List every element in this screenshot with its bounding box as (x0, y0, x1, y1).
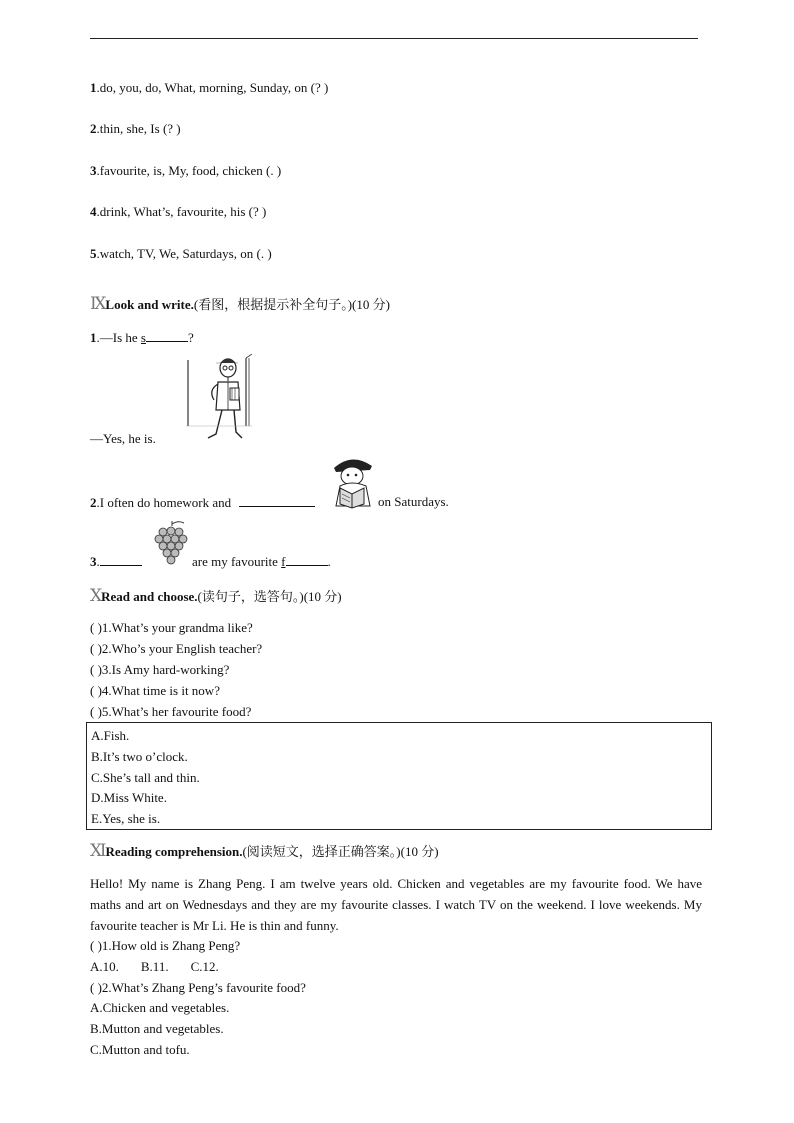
item-number: 5 (90, 246, 97, 261)
item-number: 2 (90, 121, 97, 136)
answer-option: B.11. (140, 959, 169, 974)
look-write-q3-end (192, 553, 331, 570)
choose-question-1: ( )1.What’s your grandma like? (90, 620, 253, 635)
reorder-item-3 (90, 163, 281, 179)
answer-blank[interactable] (286, 553, 328, 566)
question-text: . (96, 554, 100, 569)
reading-question-2: ( )2.What’s Zhang Peng’s favourite food? (90, 980, 306, 995)
choose-question-2: ( )2.Who’s your English teacher? (90, 641, 263, 656)
question-end: . (327, 554, 331, 569)
answer-option: D.Miss White. (91, 790, 167, 805)
header-rule (90, 38, 698, 39)
answer-options-box (86, 722, 712, 830)
reorder-item-1 (90, 80, 328, 96)
item-number: 3 (90, 163, 97, 178)
item-number: 2 (90, 495, 97, 510)
choose-question-5: ( )5.What’s her favourite food? (90, 704, 252, 719)
question-text: are my favourite (192, 554, 282, 569)
section-11-heading (90, 841, 439, 861)
item-text: .thin, she, Is (? ) (96, 121, 181, 136)
section-instruction: (读句子，选答句。)(10 分) (197, 589, 342, 604)
reorder-item-4 (90, 204, 266, 220)
answer-blank[interactable] (100, 553, 142, 566)
item-number: 1 (90, 330, 97, 345)
reading-passage: Hello! My name is Zhang Peng. I am twelve years old. Chicken and vegetables are my favourite food. We have maths and art on Wednesdays and they are my favourite classes. I watch TV on the weekend. I love weekends. My favourite teacher is Mr Li. He is thin and funny. (90, 876, 702, 933)
section-instruction: (看图，根据提示补全句子。)(10 分) (193, 297, 390, 312)
look-write-q1-answer: —Yes, he is. (90, 431, 156, 446)
look-write-q1 (90, 329, 194, 346)
hint-letter: s (140, 330, 146, 345)
answer-option: C.She’s tall and thin. (91, 770, 200, 785)
look-write-q2 (90, 494, 315, 511)
choose-question-4: ( )4.What time is it now? (90, 683, 220, 698)
section-number: Ⅺ (90, 841, 106, 860)
answer-option: A.Chicken and vegetables. (90, 1000, 230, 1015)
section-10-heading (90, 586, 342, 606)
answer-option: B.Mutton and vegetables. (90, 1021, 224, 1036)
reading-question-1: ( )1.How old is Zhang Peng? (90, 938, 241, 953)
section-title: Read and choose. (101, 589, 198, 604)
item-text: .drink, What’s, favourite, his (? ) (96, 204, 267, 219)
look-write-q2-end: on Saturdays. (378, 494, 449, 509)
look-write-q3 (90, 553, 142, 570)
answer-option: C.Mutton and tofu. (90, 1042, 190, 1057)
answer-blank[interactable] (146, 329, 188, 342)
answer-option: B.It’s two o’clock. (91, 749, 188, 764)
answer-option: E.Yes, she is. (91, 811, 161, 826)
item-number: 3 (90, 554, 97, 569)
answer-option: A.Fish. (91, 728, 130, 743)
section-number: Ⅹ (90, 586, 102, 605)
reorder-item-2 (90, 121, 181, 137)
item-number: 1 (90, 80, 97, 95)
thin-man-picture (186, 354, 256, 444)
answer-blank[interactable] (239, 494, 315, 507)
section-instruction: (阅读短文，选择正确答案。)(10 分) (242, 844, 439, 859)
choose-question-3: ( )3.Is Amy hard-working? (90, 662, 230, 677)
reorder-item-5 (90, 246, 272, 262)
question-end: ? (187, 330, 194, 345)
reading-q1-options (90, 959, 219, 975)
item-text: .favourite, is, My, food, chicken (. ) (96, 163, 282, 178)
section-9-heading (90, 294, 390, 314)
grapes-picture (154, 520, 190, 566)
item-text: .do, you, do, What, morning, Sunday, on (? ) (96, 80, 329, 95)
answer-option: A.10. (90, 959, 119, 974)
question-text: .I often do homework and (96, 495, 232, 510)
reading-boy-picture (330, 454, 376, 510)
section-title: Look and write. (105, 297, 194, 312)
item-text: .watch, TV, We, Saturdays, on (. ) (96, 246, 272, 261)
question-text: .—Is he (96, 330, 141, 345)
section-number: Ⅸ (90, 294, 106, 313)
item-number: 4 (90, 204, 97, 219)
section-title: Reading comprehension. (105, 844, 243, 859)
answer-option: C.12. (190, 959, 219, 974)
hint-letter: f (281, 554, 286, 569)
